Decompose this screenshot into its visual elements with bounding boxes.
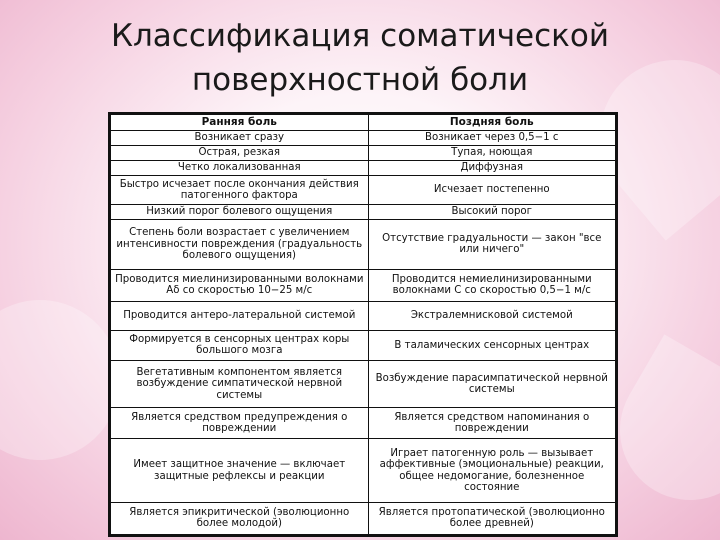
cell-early: Степень боли возрастает с увеличением интенсивности повреждения (градуальность болевого ощущения) bbox=[111, 220, 369, 269]
cell-early: Имеет защитное значение — включает защитные рефлексы и реакции bbox=[111, 439, 369, 502]
table-row bbox=[111, 146, 616, 161]
cell-early: Проводится антеро-латеральной системой bbox=[111, 301, 369, 330]
cell-late: Тупая, ноющая bbox=[368, 146, 615, 161]
table-row bbox=[111, 161, 616, 176]
cell-early: Вегетативным компонентом является возбуждение симпатической нервной системы bbox=[111, 360, 369, 407]
table-row bbox=[111, 205, 616, 220]
table-row bbox=[111, 131, 616, 146]
cell-early: Четко локализованная bbox=[111, 161, 369, 176]
table-row bbox=[111, 220, 616, 269]
cell-late: Диффузная bbox=[368, 161, 615, 176]
header-late-pain: Поздняя боль bbox=[368, 115, 615, 131]
cell-late: Является средством напоминания о повреждении bbox=[368, 408, 615, 439]
table-row bbox=[111, 408, 616, 439]
cell-late: Возникает через 0,5−1 с bbox=[368, 131, 615, 146]
table-row bbox=[111, 360, 616, 407]
header-early-pain: Ранняя боль bbox=[111, 115, 369, 131]
cell-late: Играет патогенную роль — вызывает аффективные (эмоциональные) реакции, общее недомогание, болезненное состояние bbox=[368, 439, 615, 502]
title-line-2: поверхностной боли bbox=[191, 62, 529, 98]
cell-early: Быстро исчезает после окончания действия патогенного фактора bbox=[111, 176, 369, 205]
cell-early: Возникает сразу bbox=[111, 131, 369, 146]
cell-early: Острая, резкая bbox=[111, 146, 369, 161]
cell-late: Отсутствие градуальности — закон "все или ничего" bbox=[368, 220, 615, 269]
classification-table-container bbox=[108, 112, 618, 537]
table-header-row bbox=[111, 115, 616, 131]
cell-early: Является эпикритической (эволюционно более молодой) bbox=[111, 502, 369, 534]
cell-late: Является протопатической (эволюционно более древней) bbox=[368, 502, 615, 534]
cell-early: Является средством предупреждения о повреждении bbox=[111, 408, 369, 439]
cell-late: В таламических сенсорных центрах bbox=[368, 330, 615, 360]
table-row bbox=[111, 301, 616, 330]
cell-late: Экстралемнисковой системой bbox=[368, 301, 615, 330]
cell-early: Низкий порог болевого ощущения bbox=[111, 205, 369, 220]
cell-early: Проводится миелинизированными волокнами Aδ со скоростью 10−25 м/с bbox=[111, 269, 369, 301]
cell-late: Возбуждение парасимпатической нервной системы bbox=[368, 360, 615, 407]
title-line-1: Классификация соматической bbox=[110, 18, 610, 54]
table-row bbox=[111, 502, 616, 534]
cell-late: Высокий порог bbox=[368, 205, 615, 220]
table-row bbox=[111, 176, 616, 205]
cell-late: Исчезает постепенно bbox=[368, 176, 615, 205]
cell-late: Проводится немиелинизированными волокнами С со скоростью 0,5−1 м/с bbox=[368, 269, 615, 301]
pain-classification-table bbox=[110, 114, 616, 535]
table-row bbox=[111, 269, 616, 301]
table-row bbox=[111, 330, 616, 360]
slide-title bbox=[0, 14, 720, 102]
cell-early: Формируется в сенсорных центрах коры большого мозга bbox=[111, 330, 369, 360]
table-row bbox=[111, 439, 616, 502]
